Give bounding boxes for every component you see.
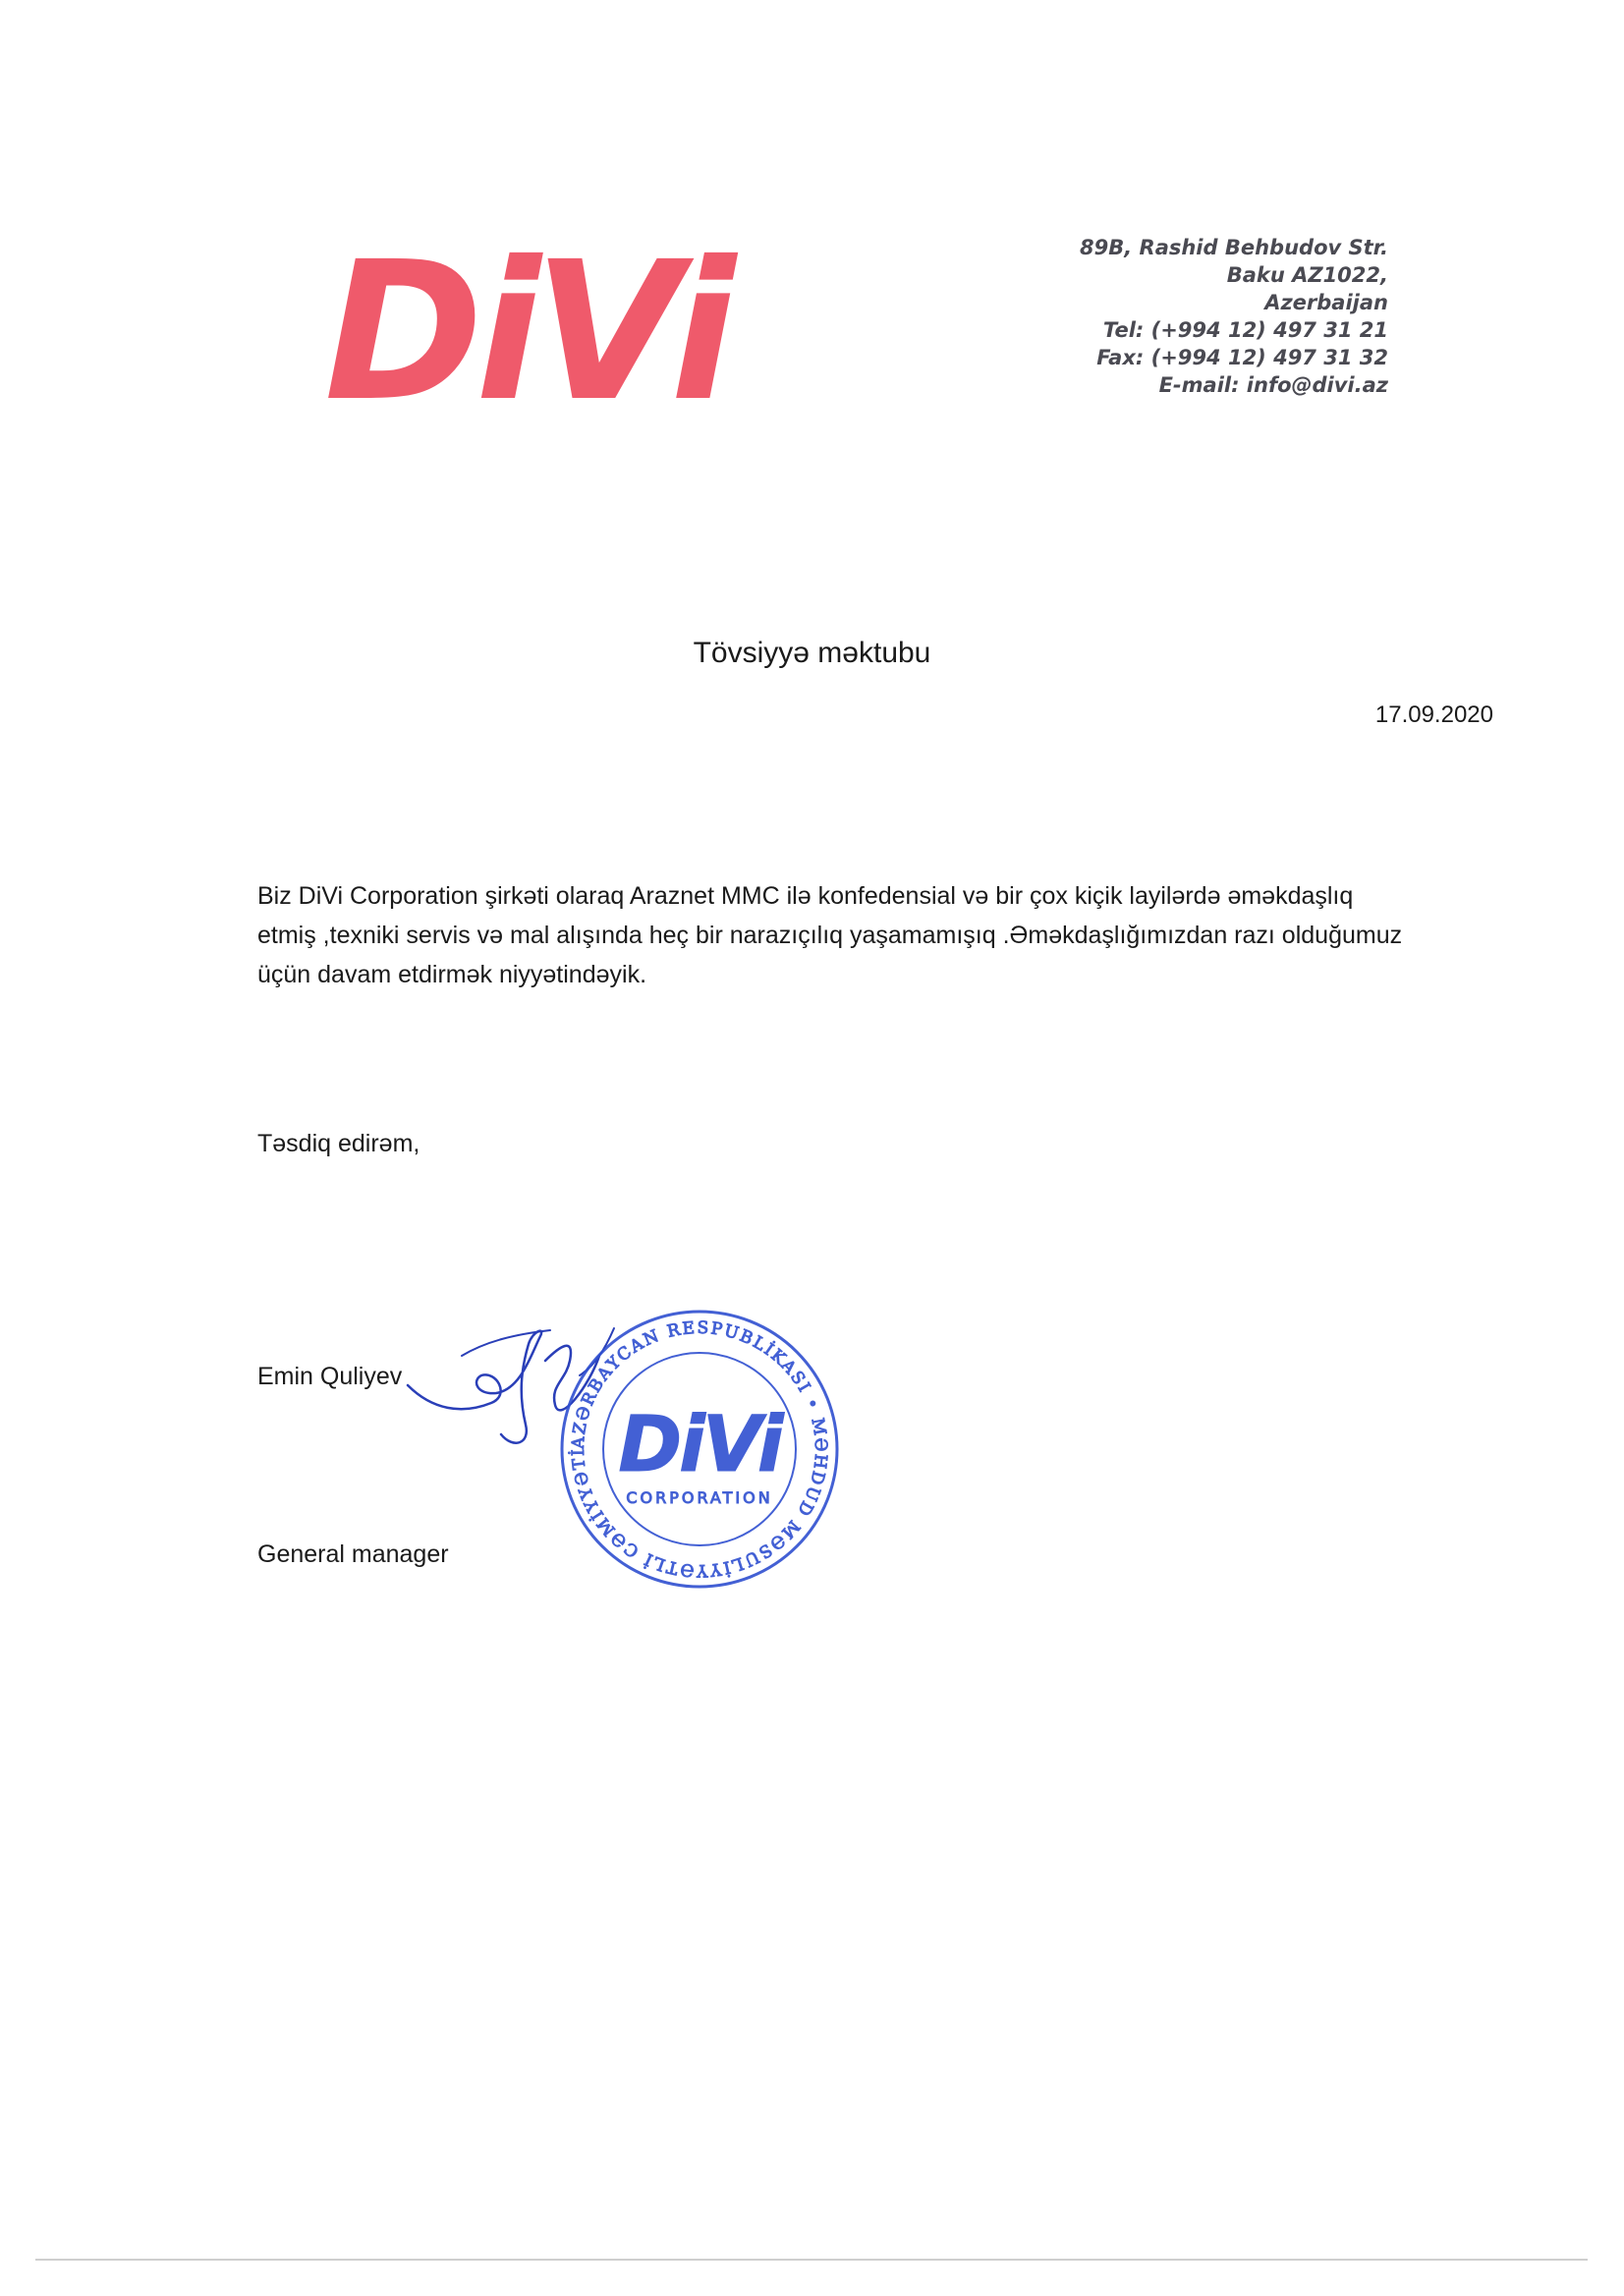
letter-date: 17.09.2020 xyxy=(1374,701,1493,728)
confirmation-text: Təsdiq edirəm, xyxy=(257,1130,420,1157)
signer-name: Emin Quliyev xyxy=(257,1363,403,1390)
body-line: üçün davam etdirmək niyyətindəyik. xyxy=(257,961,647,988)
stamp-logo-text: DiVi xyxy=(618,1401,781,1489)
address-fax: Fax: (+994 12) 497 31 32 xyxy=(1096,346,1388,369)
address-email: E-mail: info@divi.az xyxy=(1158,373,1388,397)
stamp-corporation-text: CORPORATION xyxy=(626,1488,773,1507)
address-street: 89B, Rashid Behbudov Str. xyxy=(1080,236,1388,259)
body-line: Biz DiVi Corporation şirkəti olaraq Araznet MMC ilə konfedensial və bir çox kiçik layilərdə əməkdaşlıq xyxy=(257,882,1354,910)
body-line: etmiş ,texniki servis və mal alışında heç bir narazıçılıq yaşamamışıq .Əməkdaşlığımızdan razı olduğumuz xyxy=(257,922,1403,949)
logo-text: DiVi xyxy=(324,221,729,418)
stamp-ring-text: AZƏRBAYCAN RESPUBLİKASI • MƏHDUD MƏSULİYYƏTLİ CƏMİYYƏTİ xyxy=(568,1317,831,1581)
address-country: Azerbaijan xyxy=(1264,291,1388,314)
footer-divider xyxy=(35,2259,1588,2261)
company-stamp xyxy=(552,1302,847,1596)
signer-role: General manager xyxy=(257,1540,449,1568)
divi-logo xyxy=(324,221,786,418)
letter-body xyxy=(257,876,1505,994)
company-address xyxy=(1080,234,1388,399)
address-city: Baku AZ1022, xyxy=(1226,263,1388,287)
letter-title: Tövsiyyə məktubu xyxy=(693,637,931,669)
address-tel: Tel: (+994 12) 497 31 21 xyxy=(1102,318,1388,342)
